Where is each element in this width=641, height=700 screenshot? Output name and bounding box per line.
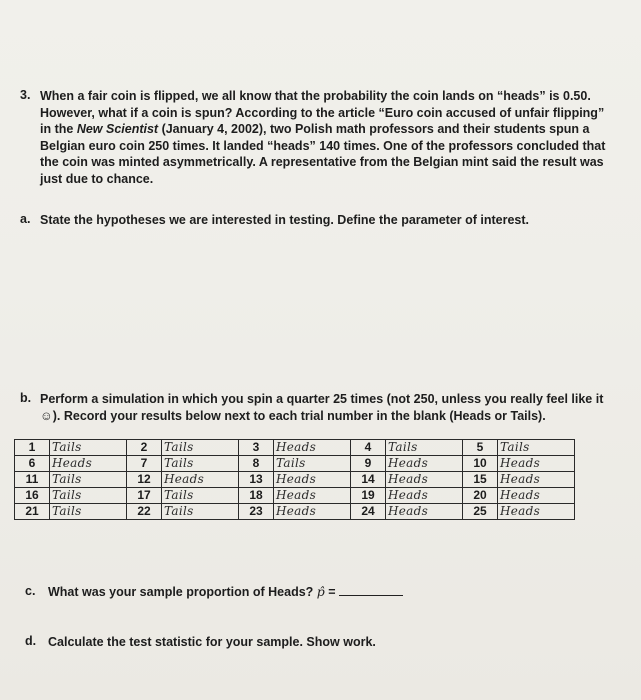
part-a-text: State the hypotheses we are interested in testing. Define the parameter of interest. bbox=[40, 213, 530, 227]
trial-number: 16 bbox=[15, 488, 50, 504]
part-c-letter: c. bbox=[25, 584, 36, 598]
trial-number: 3 bbox=[239, 440, 274, 456]
trial-result[interactable]: Tails bbox=[50, 472, 127, 488]
trial-number: 10 bbox=[463, 456, 498, 472]
trial-number: 19 bbox=[351, 488, 386, 504]
part-a-letter: a. bbox=[20, 212, 31, 226]
trial-number: 9 bbox=[351, 456, 386, 472]
trial-number: 2 bbox=[127, 440, 162, 456]
trial-number: 12 bbox=[127, 472, 162, 488]
trial-row bbox=[15, 456, 575, 472]
part-c-line bbox=[48, 584, 468, 601]
trial-result[interactable]: Tails bbox=[162, 440, 239, 456]
trial-result[interactable]: Heads bbox=[162, 472, 239, 488]
trial-number: 23 bbox=[239, 504, 274, 520]
trial-number: 18 bbox=[239, 488, 274, 504]
trial-number: 21 bbox=[15, 504, 50, 520]
trial-number: 15 bbox=[463, 472, 498, 488]
trial-number: 1 bbox=[15, 440, 50, 456]
part-d-text: Calculate the test statistic for your sample. Show work. bbox=[48, 635, 376, 649]
part-b-letter: b. bbox=[20, 391, 32, 405]
trial-result[interactable]: Heads bbox=[274, 488, 351, 504]
trials-table bbox=[14, 439, 575, 520]
trial-number: 5 bbox=[463, 440, 498, 456]
trial-number: 7 bbox=[127, 456, 162, 472]
trial-result[interactable]: Heads bbox=[274, 504, 351, 520]
trial-number: 17 bbox=[127, 488, 162, 504]
trial-number: 14 bbox=[351, 472, 386, 488]
trial-row bbox=[15, 472, 575, 488]
trial-result[interactable]: Heads bbox=[498, 472, 575, 488]
answer-blank[interactable] bbox=[339, 585, 403, 596]
p-hat-symbol: p̂ bbox=[316, 584, 325, 599]
trial-row bbox=[15, 440, 575, 456]
trial-number: 8 bbox=[239, 456, 274, 472]
trial-result[interactable]: Tails bbox=[498, 440, 575, 456]
question-text-end: (January 4, 2002), two Polish math professors and their students spun a Belgian euro coin 250 times. It landed “heads” 140 times. One of the professors concluded that the coin was minted asymmetrically. A representative from the Belgian mint said the result was just due to chance. bbox=[40, 122, 606, 186]
trial-number: 22 bbox=[127, 504, 162, 520]
trial-number: 4 bbox=[351, 440, 386, 456]
trial-result[interactable]: Tails bbox=[386, 440, 463, 456]
question-text-start: When a fair coin is flipped, we all know that the probability the coin lands on “heads” is 0.50. However, what if a coin is spun? According to the article “Euro coin accused of unfair flipping” in the bbox=[40, 89, 605, 136]
trial-number: 24 bbox=[351, 504, 386, 520]
part-c-text: What was your sample proportion of Heads? bbox=[48, 585, 314, 599]
trial-result[interactable]: Tails bbox=[162, 456, 239, 472]
trial-result[interactable]: Heads bbox=[50, 456, 127, 472]
trial-result[interactable]: Heads bbox=[386, 488, 463, 504]
question-number: 3. bbox=[20, 88, 31, 102]
question-text bbox=[40, 88, 618, 187]
trial-result[interactable]: Tails bbox=[274, 456, 351, 472]
trial-row bbox=[15, 488, 575, 504]
trial-result[interactable]: Tails bbox=[162, 488, 239, 504]
trial-result[interactable]: Tails bbox=[50, 504, 127, 520]
trial-result[interactable]: Heads bbox=[386, 472, 463, 488]
part-b-text: Perform a simulation in which you spin a quarter 25 times (not 250, unless you really feel like it ☺). Record your results below next to each trial number in the blank (Heads or Tails). bbox=[40, 392, 604, 423]
question-text-italic: New Scientist bbox=[76, 122, 159, 136]
trial-number: 11 bbox=[15, 472, 50, 488]
trial-result[interactable]: Heads bbox=[498, 504, 575, 520]
trial-result[interactable]: Heads bbox=[498, 488, 575, 504]
trial-result[interactable]: Heads bbox=[498, 456, 575, 472]
trial-number: 20 bbox=[463, 488, 498, 504]
trial-result[interactable]: Tails bbox=[50, 488, 127, 504]
trial-row bbox=[15, 504, 575, 520]
trial-result[interactable]: Heads bbox=[386, 456, 463, 472]
trial-result[interactable]: Heads bbox=[274, 440, 351, 456]
trial-result[interactable]: Tails bbox=[162, 504, 239, 520]
trial-result[interactable]: Heads bbox=[274, 472, 351, 488]
trial-number: 13 bbox=[239, 472, 274, 488]
equals-sign: = bbox=[324, 585, 336, 599]
trial-number: 6 bbox=[15, 456, 50, 472]
trial-result[interactable]: Tails bbox=[50, 440, 127, 456]
part-d-letter: d. bbox=[25, 634, 37, 648]
trial-result[interactable]: Heads bbox=[386, 504, 463, 520]
trial-number: 25 bbox=[463, 504, 498, 520]
